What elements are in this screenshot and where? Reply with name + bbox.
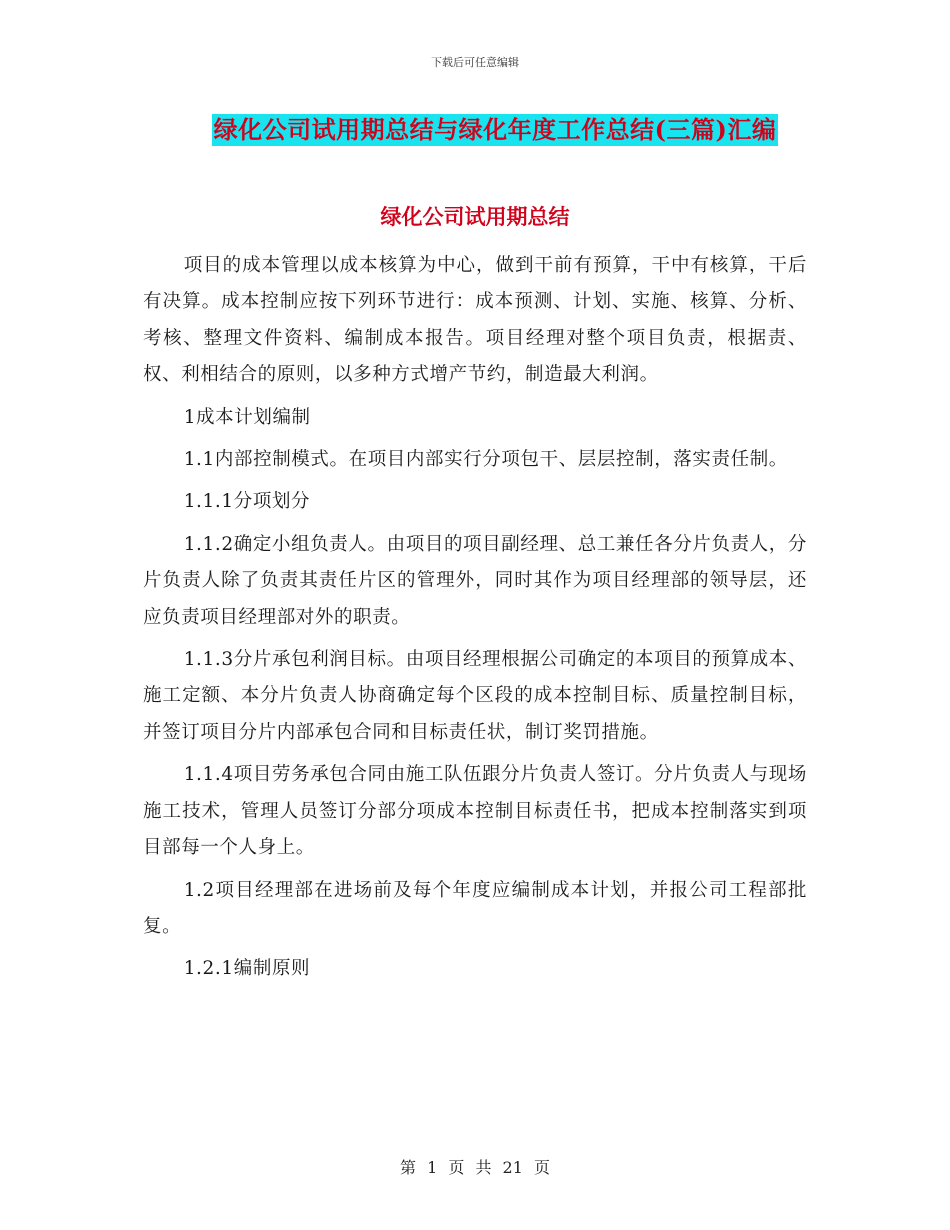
paragraph: 1.1内部控制模式。在项目内部实行分项包干、层层控制，落实责任制。 [183,449,788,471]
paragraph: 1.1.4项目劳务承包合同由施工队伍跟分片负责人签订。分片负责人与现场施工技术，管理人员签订分部分项成本控制目标责任书，把成本控制落实到项目部每一个人身上。 [143,764,807,859]
header-note: 下载后可任意编辑 [431,56,519,69]
paragraph: 1.2项目经理部在进场前及每个年度应编制成本计划，并报公司工程部批复。 [143,879,807,937]
main-title: 绿化公司试用期总结与绿化年度工作总结(三篇)汇编 [213,115,777,144]
paragraph: 1.1.1分项划分 [183,491,311,513]
main-title-container [0,114,950,146]
paragraph: 1.1.2确定小组负责人。由项目的项目副经理、总工兼任各分片负责人，分片负责人除了负责其责任片区的管理外，同时其作为项目经理部的领导层，还应负责项目经理部对外的职责。 [143,533,807,628]
section-title: 绿化公司试用期总结 [380,204,570,229]
page-footer: 第 1 页 共 21 页 [400,1158,550,1177]
paragraph: 1.2.1编制原则 [183,958,311,980]
paragraph: 1成本计划编制 [183,406,311,428]
paragraph: 项目的成本管理以成本核算为中心，做到干前有预算，干中有核算，干后有决算。成本控制应按下列环节进行：成本预测、计划、实施、核算、分析、考核、整理文件资料、编制成本报告。项目经理对整个项目负责，根据责、权、利相结合的原则，以多种方式增产节约，制造最大利润。 [143,255,807,386]
paragraph: 1.1.3分片承包利润目标。由项目经理根据公司确定的本项目的预算成本、施工定额、本分片负责人协商确定每个区段的成本控制目标、质量控制目标，并签订项目分片内部承包合同和目标责任状，制订奖罚措施。 [143,649,807,743]
body-text [143,248,807,994]
